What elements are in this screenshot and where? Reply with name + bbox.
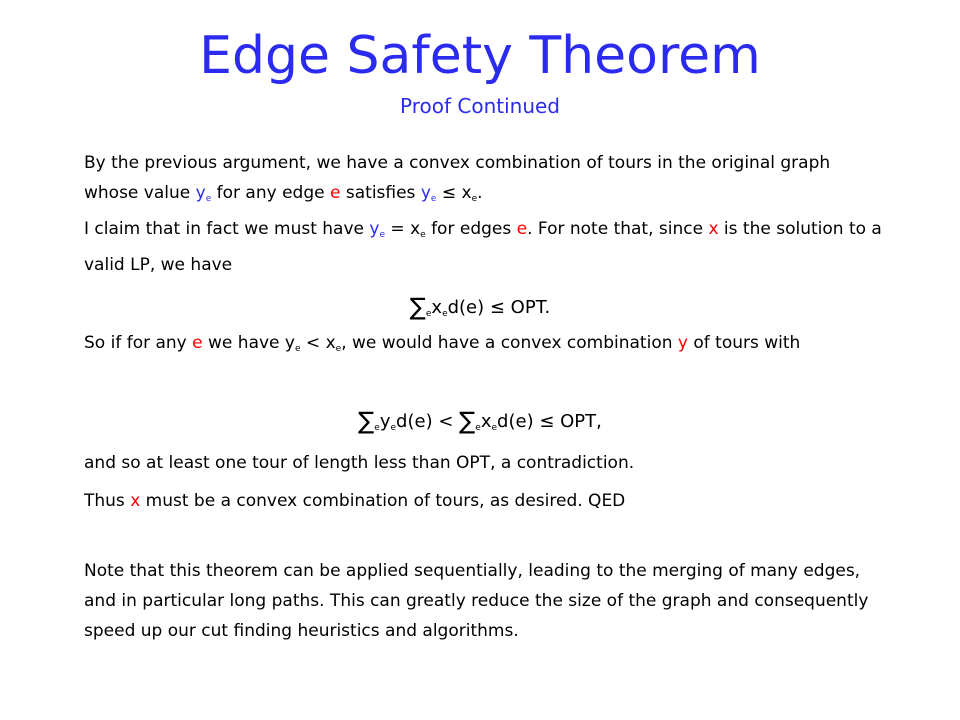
equation-rest: d(e) ≤ OPT.	[447, 297, 551, 318]
equation-middle: d(e) <	[396, 411, 460, 432]
text-run: must be a convex combination of tours, as desired. QED	[140, 491, 626, 511]
math-var-y: y	[195, 183, 206, 203]
relation-leq: ≤	[436, 183, 462, 203]
slide-title: Edge Safety Theorem	[199, 26, 761, 86]
subscript-e: e	[335, 344, 342, 354]
subscript-e: e	[425, 309, 432, 319]
subscript-e: e	[379, 230, 385, 240]
sum-symbol: ∑	[358, 407, 375, 435]
math-var-x: x	[480, 411, 492, 432]
subscript-e: e	[294, 344, 301, 354]
math-var-x: x	[708, 219, 719, 239]
text-run: .	[477, 183, 483, 203]
subscript-e: e	[475, 423, 481, 433]
paragraph-so-if	[84, 328, 884, 364]
math-var-x: x	[461, 183, 472, 203]
math-var-y: y	[284, 333, 295, 353]
slide-subtitle: Proof Continued	[400, 94, 560, 118]
math-var-y: y	[420, 183, 431, 203]
math-var-x: x	[325, 333, 336, 353]
relation-eq: =	[385, 219, 411, 239]
math-var-x: x	[431, 297, 443, 318]
sum-symbol: ∑	[459, 407, 476, 435]
math-var-e: e	[192, 333, 203, 353]
text-run: By the previous argument, we have a convex combination of tours in the original graph whose value	[84, 153, 831, 203]
equation-sum-x-leq-opt	[0, 292, 960, 329]
text-run: I claim that in fact we must have	[84, 219, 370, 239]
math-var-x: x	[130, 491, 141, 511]
text-run: of tours with	[687, 333, 801, 353]
equation-rest: d(e) ≤ OPT,	[497, 411, 602, 432]
text-run: is the solution to a valid LP, we have	[84, 219, 882, 275]
text-run: we have	[202, 333, 285, 353]
subscript-e: e	[430, 194, 437, 204]
math-var-y: y	[677, 333, 688, 353]
text-run: , we would have a convex combination	[341, 333, 678, 353]
text-run: for edges	[425, 219, 517, 239]
paragraph-contradiction: and so at least one tour of length less than OPT, a contradiction.	[84, 453, 635, 473]
math-var-e: e	[516, 219, 528, 239]
subscript-e: e	[471, 194, 478, 204]
subscript-e: e	[390, 423, 397, 433]
math-var-y: y	[379, 411, 391, 432]
text-run: for any edge	[211, 183, 330, 203]
paragraph-qed	[84, 486, 884, 516]
subscript-e: e	[205, 194, 212, 204]
equation-sum-y-lt-sum-x	[0, 406, 960, 443]
paragraph-previous-argument	[84, 148, 884, 214]
relation-lt: <	[300, 333, 326, 353]
text-run: . For note that, since	[527, 219, 709, 239]
text-run: Thus	[84, 491, 131, 511]
text-run: So if for any	[84, 333, 193, 353]
sum-symbol: ∑	[409, 293, 426, 321]
math-var-e: e	[330, 183, 341, 203]
subscript-e: e	[442, 309, 448, 319]
subscript-e: e	[420, 230, 426, 240]
subscript-e: e	[491, 423, 498, 433]
paragraph-note: Note that this theorem can be applied sequentially, leading to the merging of many edges, and in particular long paths. This can greatly reduce the size of the graph and consequently speed up our cut finding heuristics and algorithms.	[84, 561, 869, 641]
text-run: satisfies	[340, 183, 421, 203]
subscript-e: e	[374, 423, 380, 433]
paragraph-claim	[84, 214, 884, 280]
math-var-x: x	[410, 219, 421, 239]
math-var-y: y	[369, 219, 380, 239]
